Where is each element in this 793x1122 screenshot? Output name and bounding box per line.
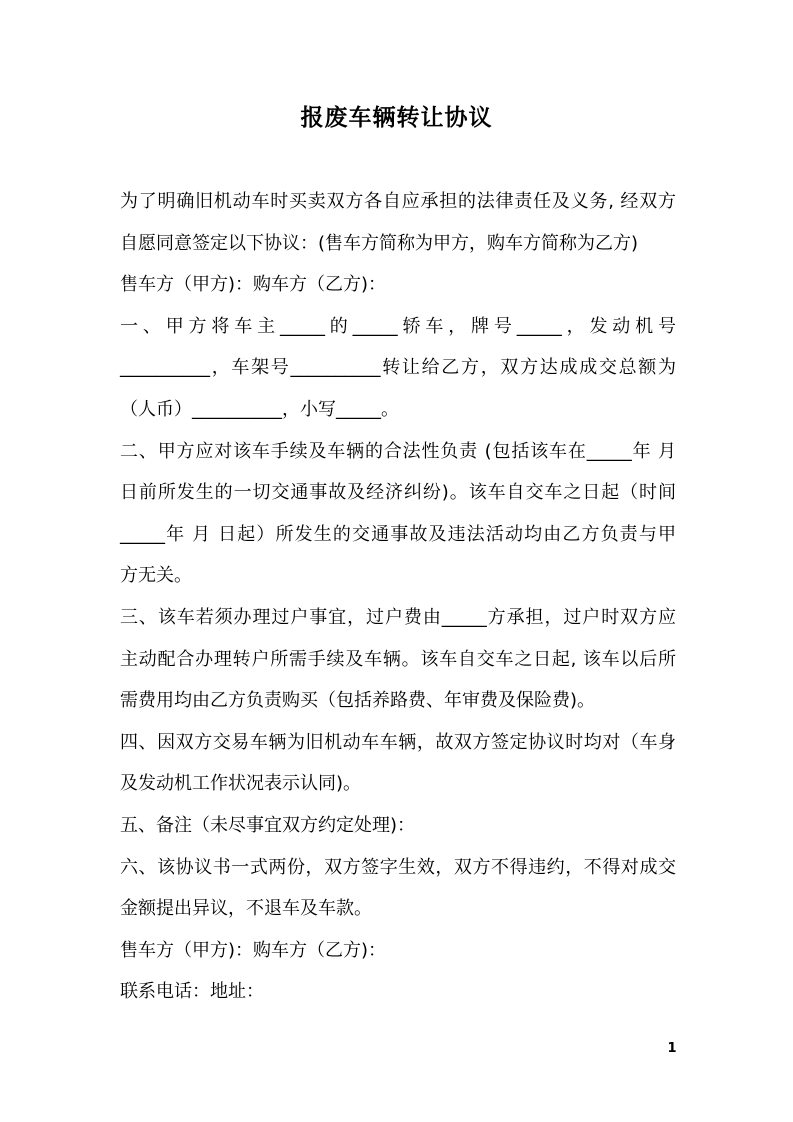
contact-line (120, 971, 676, 1013)
text-line: 金额提出异议，不退车及车款。 (120, 898, 372, 920)
preamble-paragraph (120, 181, 676, 264)
signature-parties-line (120, 930, 676, 972)
text-line: 为了明确旧机动车时买卖双方各自应承担的法律责任及义务, 经双方 (120, 191, 676, 212)
clause-2 (120, 431, 676, 597)
text-line: 及发动机工作状况表示认同)。 (120, 773, 362, 795)
parties-line (120, 264, 676, 306)
text-line: 方无关。 (120, 565, 192, 587)
clause-6 (120, 847, 676, 930)
text-line: 五、备注（未尽事宜双方约定处理)： (120, 814, 416, 836)
clause-3 (120, 597, 676, 722)
text-line: 日前所发生的一切交通事故及经济纠纷)。该车自交车之日起（时间 (120, 482, 676, 504)
clause-5 (120, 805, 676, 847)
text-line: 三、该车若须办理过户事宜，过户费由_____方承担，过户时双方应 (120, 606, 676, 628)
page-number: 1 (667, 1041, 677, 1056)
text-line: 主动配合办理转户所需手续及车辆。该车自交车之日起, 该车以后所 (120, 648, 676, 670)
text-line: 联系电话：地址： (120, 981, 264, 1003)
text-line: 六、该协议书一式两份，双方签字生效，双方不得违约，不得对成交 (120, 856, 676, 878)
text-line: （人币）__________，小写_____。 (120, 398, 399, 420)
agreement-body (120, 181, 676, 1013)
text-line: 四、因双方交易车辆为旧机动车车辆，故双方签定协议时均对（车身 (120, 731, 676, 753)
text-line: 售车方（甲方)：购车方（乙方)： (120, 939, 387, 961)
text-line: _____年 月 日起）所发生的交通事故及违法活动均由乙方负责与甲 (120, 523, 676, 545)
text-line: 自愿同意签定以下协议：(售车方简称为甲方，购车方简称为乙方) (120, 232, 639, 254)
text-line: __________，车架号__________转让给乙方，双方达成成交总额为 (120, 357, 676, 379)
clause-4 (120, 722, 676, 805)
text-line: 需费用均由乙方负责购买（包括养路费、年审费及保险费)。 (120, 690, 596, 712)
document-title: 报废车辆转让协议 (300, 105, 493, 131)
text-line: 售车方（甲方)：购车方（乙方)： (120, 274, 387, 296)
text-line: 二、甲方应对该车手续及车辆的合法性负责 (包括该车在_____年 月 (120, 440, 676, 462)
clause-1 (120, 306, 676, 431)
text-line: 一、甲方将车主_____的_____轿车，牌号_____，发动机号 (120, 315, 676, 337)
